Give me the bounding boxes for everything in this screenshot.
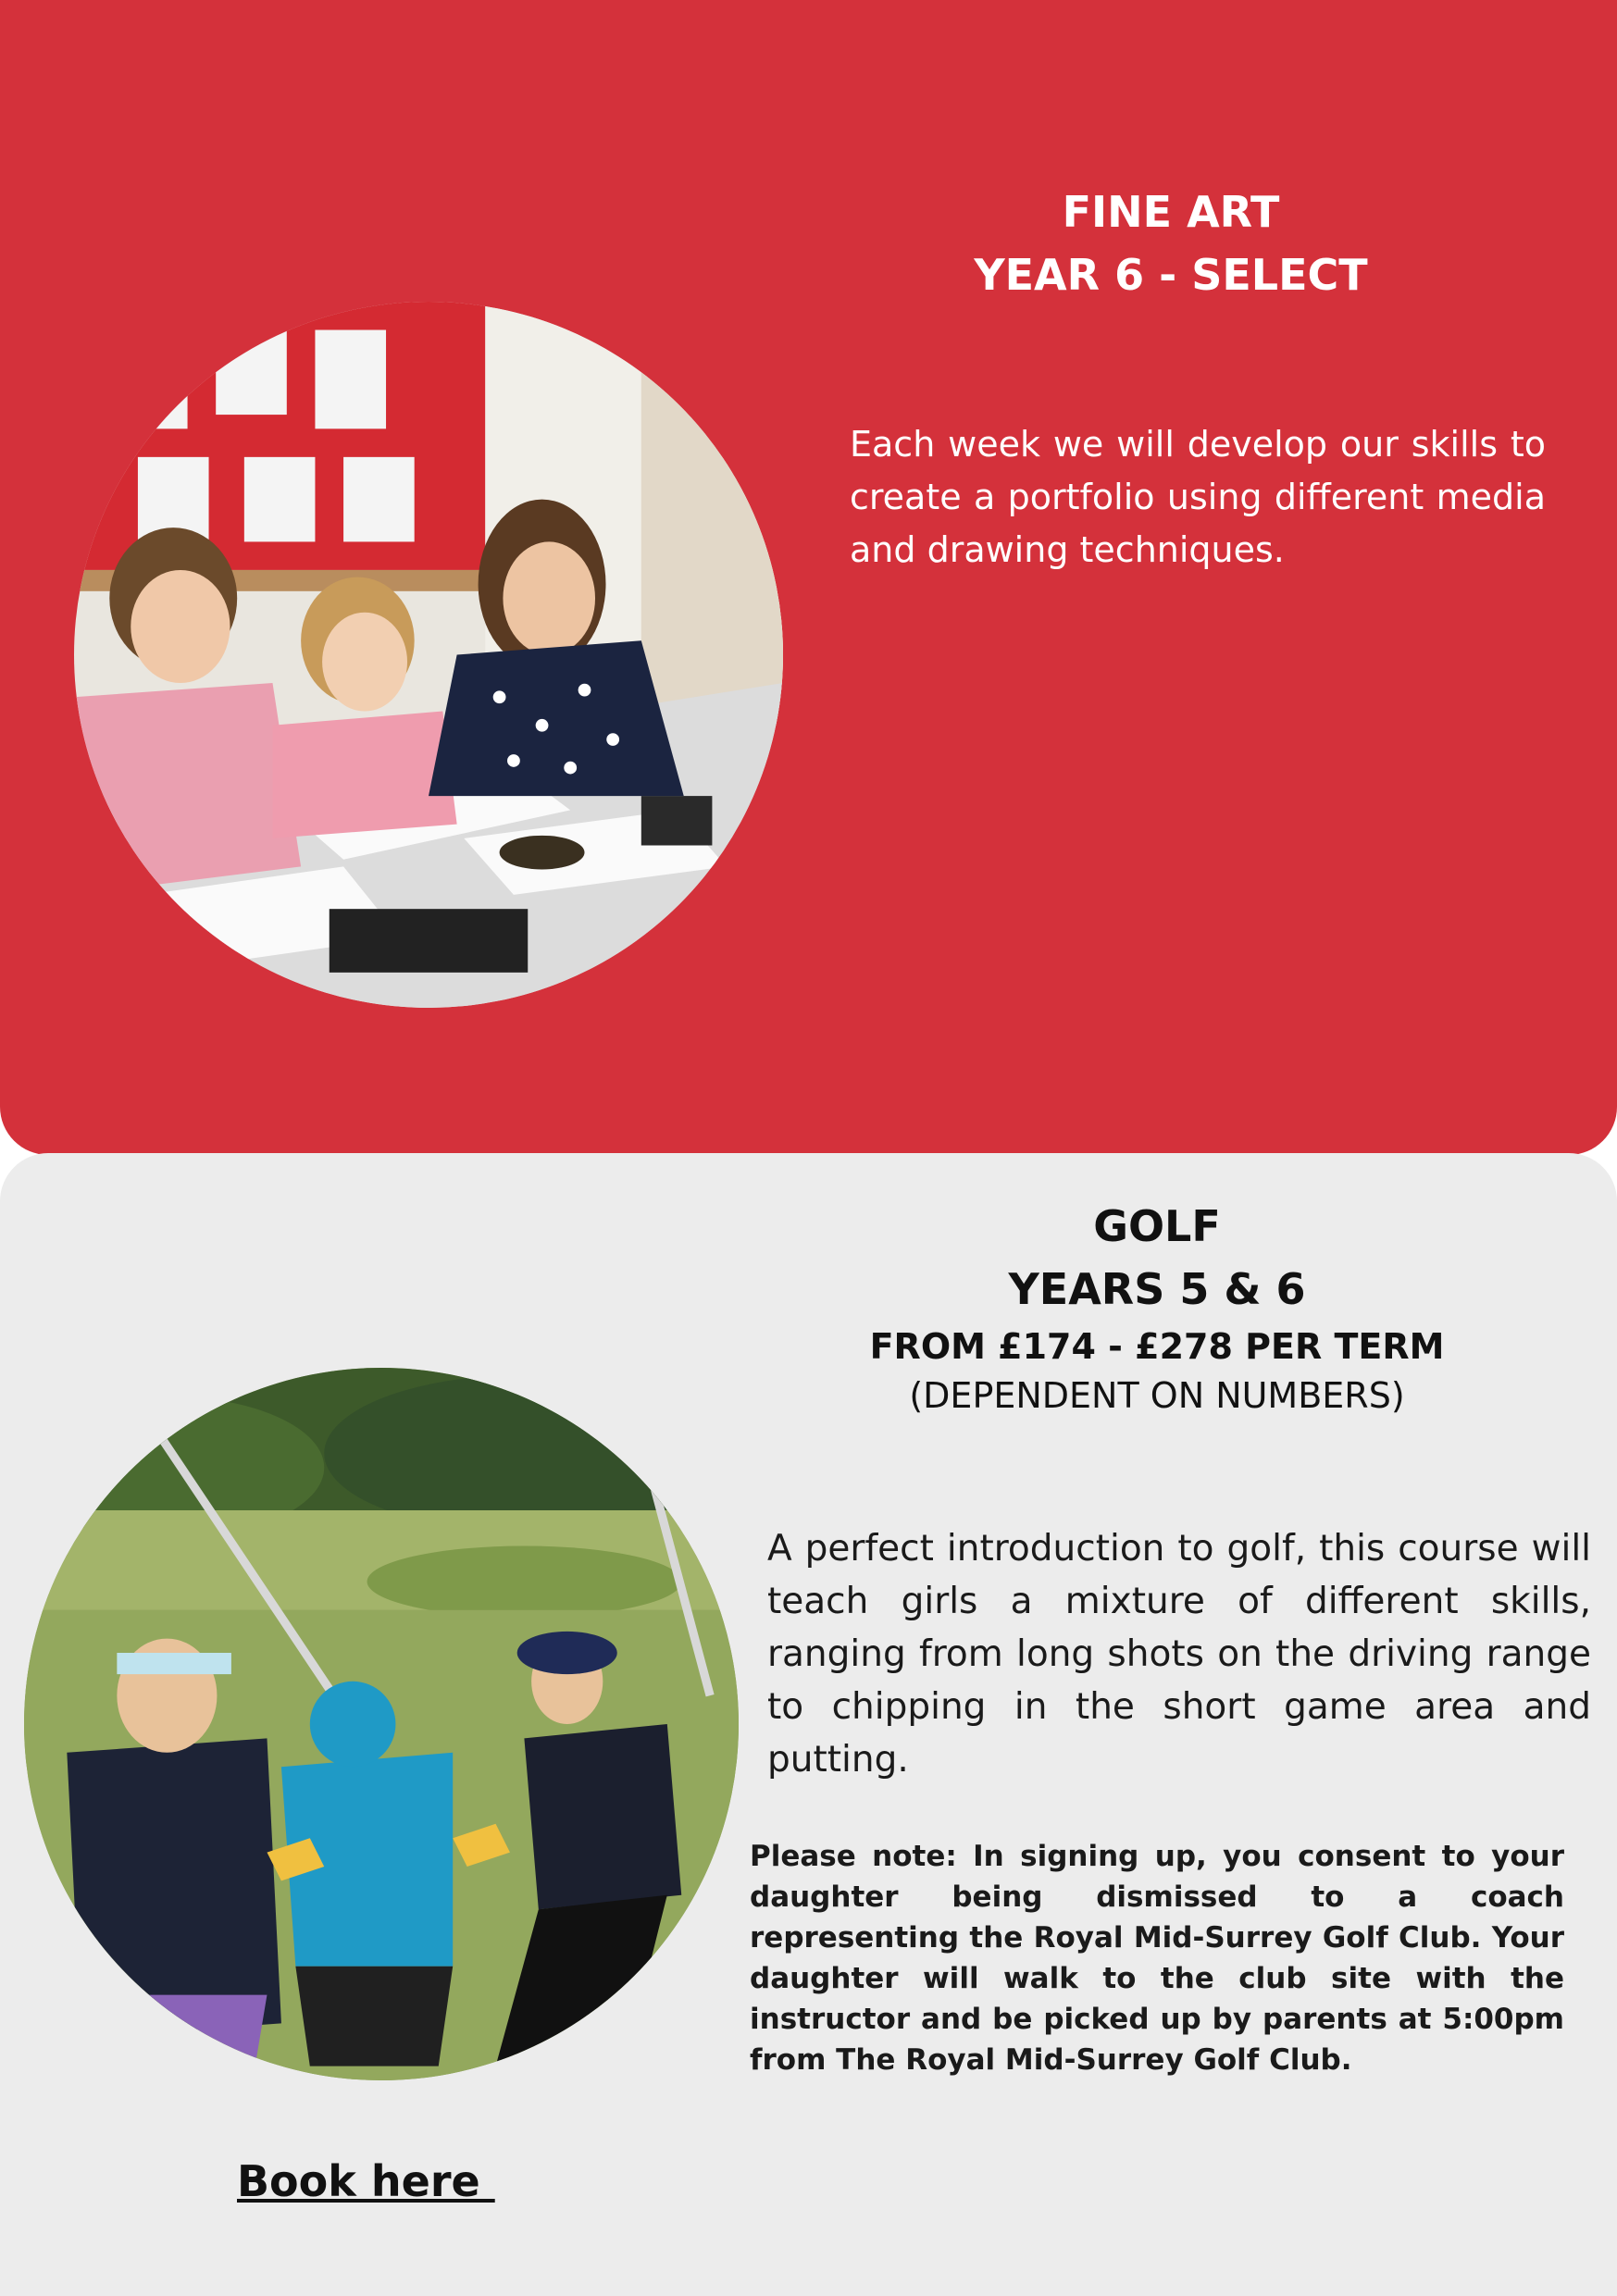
golf-title: GOLF — [1093, 1201, 1221, 1251]
golf-photo — [24, 1368, 739, 2080]
golf-price-note: (DEPENDENT ON NUMBERS) — [909, 1375, 1405, 1416]
book-here-link[interactable]: Book here — [237, 2156, 495, 2206]
golf-price: FROM £174 - £278 PER TERM — [869, 1326, 1445, 1367]
golf-description: A perfect introduction to golf, this course will teach girls a mixture of different skills, ranging from long shots on the driving range to chipping in the short game area and putting. — [767, 1528, 1591, 1781]
fine-art-subtitle: YEAR 6 - SELECT — [974, 250, 1368, 300]
fine-art-description: Each week we will develop our skills to create a portfolio using different media and drawing techniques. — [850, 424, 1546, 570]
fine-art-photo — [74, 302, 783, 1008]
golf-consent-note: Please note: In signing up, you consent to your daughter being dismissed to a coach representing the Royal Mid-Surrey Golf Club. Your daughter will walk to the club site with the instructor and be picked up by parents at 5:00pm from The Royal Mid-Surrey Golf Club. — [750, 1840, 1564, 2077]
fine-art-title: FINE ART — [1062, 187, 1280, 237]
golf-years: YEARS 5 & 6 — [1008, 1264, 1306, 1314]
